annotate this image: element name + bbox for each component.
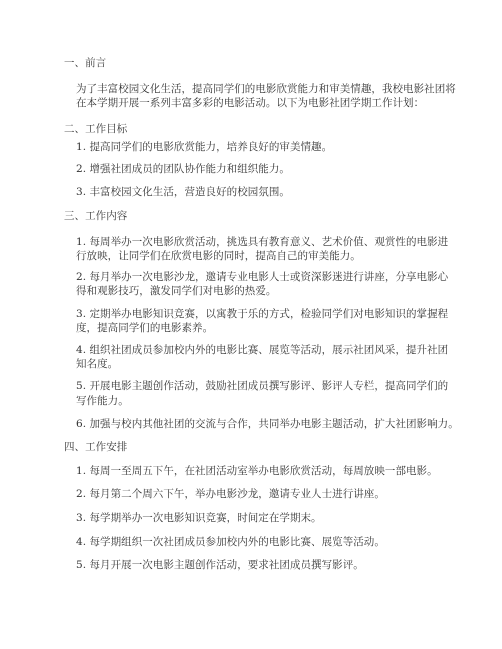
list-item: 3. 每学期举办一次电影知识竞赛，时间定在学期末。 <box>76 512 322 524</box>
list-item: 6. 加强与校内其他社团的交流与合作，共同举办电影主题活动，扩大社团影响力。 <box>76 418 459 430</box>
paragraph-line: 为了丰富校园文化生活，提高同学们的电影欣赏能力和审美情趣，我校电影社团将 <box>76 83 456 95</box>
list-item: 2. 每月第二个周六下午，举办电影沙龙，邀请专业人士进行讲座。 <box>76 488 385 500</box>
section-heading-preface: 一、前言 <box>64 57 107 69</box>
list-item-continuation: 知名度。 <box>76 358 119 370</box>
section-heading-content: 三、工作内容 <box>64 210 128 222</box>
list-item: 1. 每周一至周五下午，在社团活动室举办电影欣赏活动，每周放映一部电影。 <box>76 465 438 477</box>
paragraph-line: 在本学期开展一系列丰富多彩的电影活动。以下为电影社团学期工作计划： <box>76 97 425 109</box>
list-item: 2. 增强社团成员的团队协作能力和组织能力。 <box>76 163 290 175</box>
list-item: 1. 每周举办一次电影欣赏活动，挑选具有教育意义、艺术价值、观赏性的电影进 <box>76 236 449 248</box>
section-heading-goals: 二、工作目标 <box>64 123 128 135</box>
section-heading-schedule: 四、工作安排 <box>64 441 128 453</box>
list-item-continuation: 写作能力。 <box>76 395 129 407</box>
list-item-continuation: 行放映，让同学们在欣赏电影的同时，提高自己的审美能力。 <box>76 250 361 262</box>
list-item: 3. 丰富校园文化生活，营造良好的校园氛围。 <box>76 186 290 198</box>
list-item-continuation: 得和观影技巧，激发同学们对电影的热爱。 <box>76 285 277 297</box>
list-item: 4. 每学期组织一次社团成员参加校内外的电影比赛、展览等活动。 <box>76 536 385 548</box>
list-item: 4. 组织社团成员参加校内外的电影比赛、展览等活动，展示社团风采，提升社团 <box>76 344 449 356</box>
list-item: 1. 提高同学们的电影欣赏能力，培养良好的审美情趣。 <box>76 141 333 153</box>
list-item: 2. 每月举办一次电影沙龙，邀请专业电影人士或资深影迷进行讲座，分享电影心 <box>76 271 449 283</box>
list-item: 3. 定期举办电影知识竞赛，以寓教于乐的方式，检验同学们对电影知识的掌握程 <box>76 308 449 320</box>
list-item-continuation: 度，提高同学们的电影素养。 <box>76 322 214 334</box>
list-item: 5. 每月开展一次电影主题创作活动，要求社团成员撰写影评。 <box>76 559 364 571</box>
list-item: 5. 开展电影主题创作活动，鼓励社团成员撰写影评、影评人专栏，提高同学们的 <box>76 380 449 392</box>
